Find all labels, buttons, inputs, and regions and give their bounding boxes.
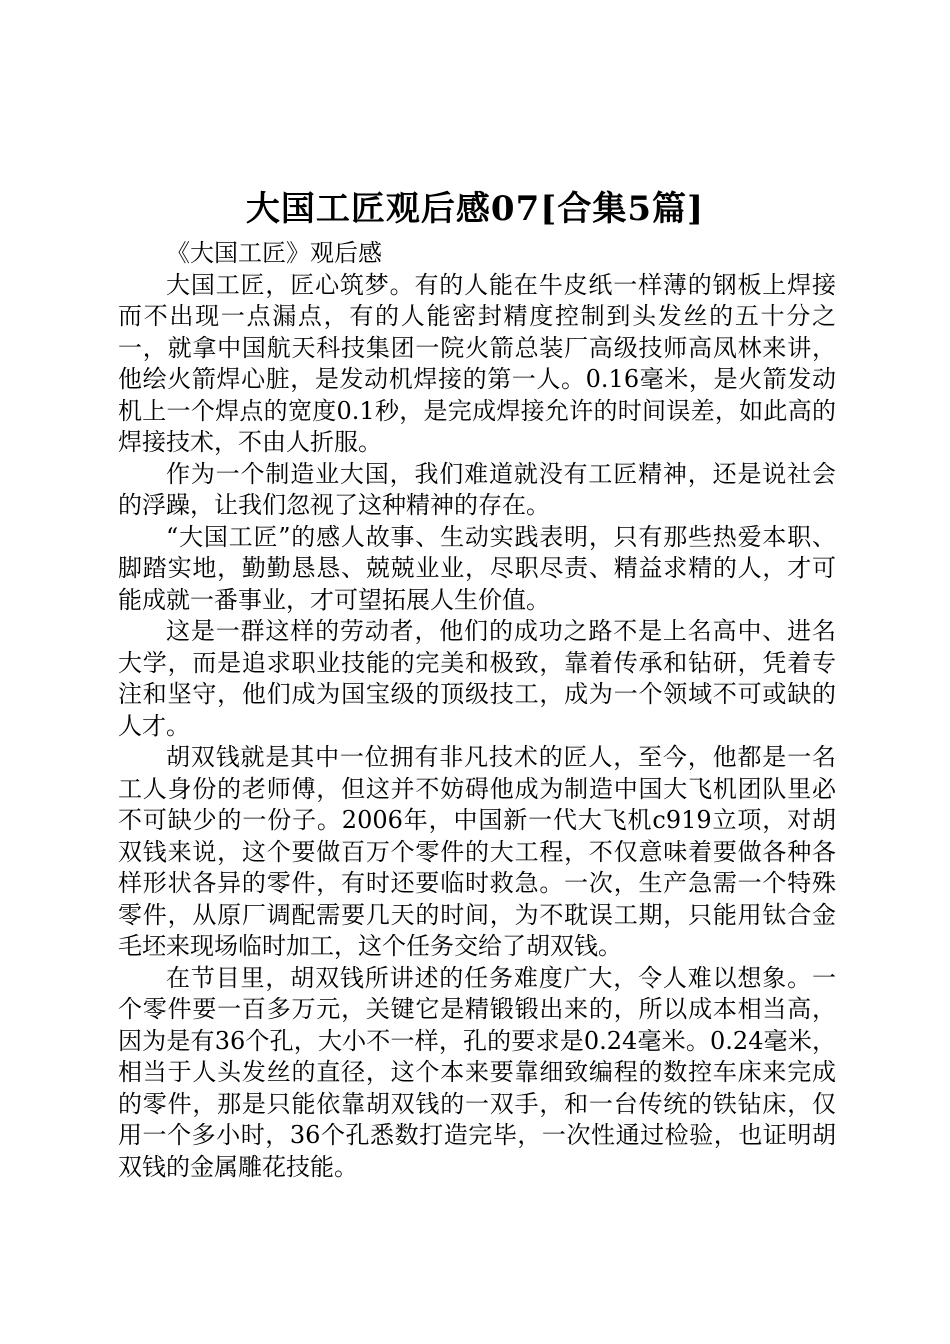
document-subtitle: 《大国工匠》观后感 xyxy=(166,239,382,267)
paragraph-1: 大国工匠，匠心筑梦。有的人能在牛皮纸一样薄的钢板上焊接而不出现一点漏点，有的人能密封精度控制到头发丝的五十分之一，就拿中国航天科技集团一院火箭总装厂高级技师高凤林来讲，他绘火箭焊心脏，是发动机焊接的第一人。0.16毫米，是火箭发动机上一个焊点的宽度0.1秒，是完成焊接允许的时间误差，如此高的焊接技术，不由人折服。 xyxy=(118,270,836,456)
document-body xyxy=(118,238,836,1183)
document-title: 大国工匠观后感07[合集5篇] xyxy=(245,189,705,229)
paragraph-4: 这是一群这样的劳动者，他们的成功之路不是上名高中、进名大学，而是追求职业技能的完美和极致，靠着传承和钻研，凭着专注和坚守，他们成为国宝级的顶级技工，成为一个领域不可或缺的人才。 xyxy=(118,617,836,740)
paragraph-3: “大国工匠”的感人故事、生动实践表明，只有那些热爱本职、脚踏实地，勤勤恳恳、兢兢业业，尽职尽责、精益求精的人，才可能成就一番事业，才可望拓展人生价值。 xyxy=(118,522,836,614)
paragraph-2: 作为一个制造业大国，我们难道就没有工匠精神，还是说社会的浮躁，让我们忽视了这种精神的存在。 xyxy=(118,459,836,519)
paragraph-6: 在节目里，胡双钱所讲述的任务难度广大，令人难以想象。一个零件要一百多万元，关键它是精锻锻出来的，所以成本相当高，因为是有36个孔，大小不一样，孔的要求是0.24毫米。0.24毫米，相当于人头发丝的直径，这个本来要靠细致编程的数控车床来完成的零件，那是只能依靠胡双钱的一双手，和一台传统的铁钻床，仅用一个多小时，36个孔悉数打造完毕，一次性通过检验，也证明胡双钱的金属雕花技能。 xyxy=(118,963,836,1181)
paragraph-5: 胡双钱就是其中一位拥有非凡技术的匠人，至今，他都是一名工人身份的老师傅，但这并不妨碍他成为制造中国大飞机团队里必不可缺少的一份子。2006年，中国新一代大飞机c919立项，对胡双钱来说，这个要做百万个零件的大工程，不仅意味着要做各种各样形状各异的零件，有时还要临时救急。一次，生产急需一个特殊零件，从原厂调配需要几天的时间，为不耽误工期，只能用钛合金毛坯来现场临时加工，这个任务交给了胡双钱。 xyxy=(118,743,836,960)
